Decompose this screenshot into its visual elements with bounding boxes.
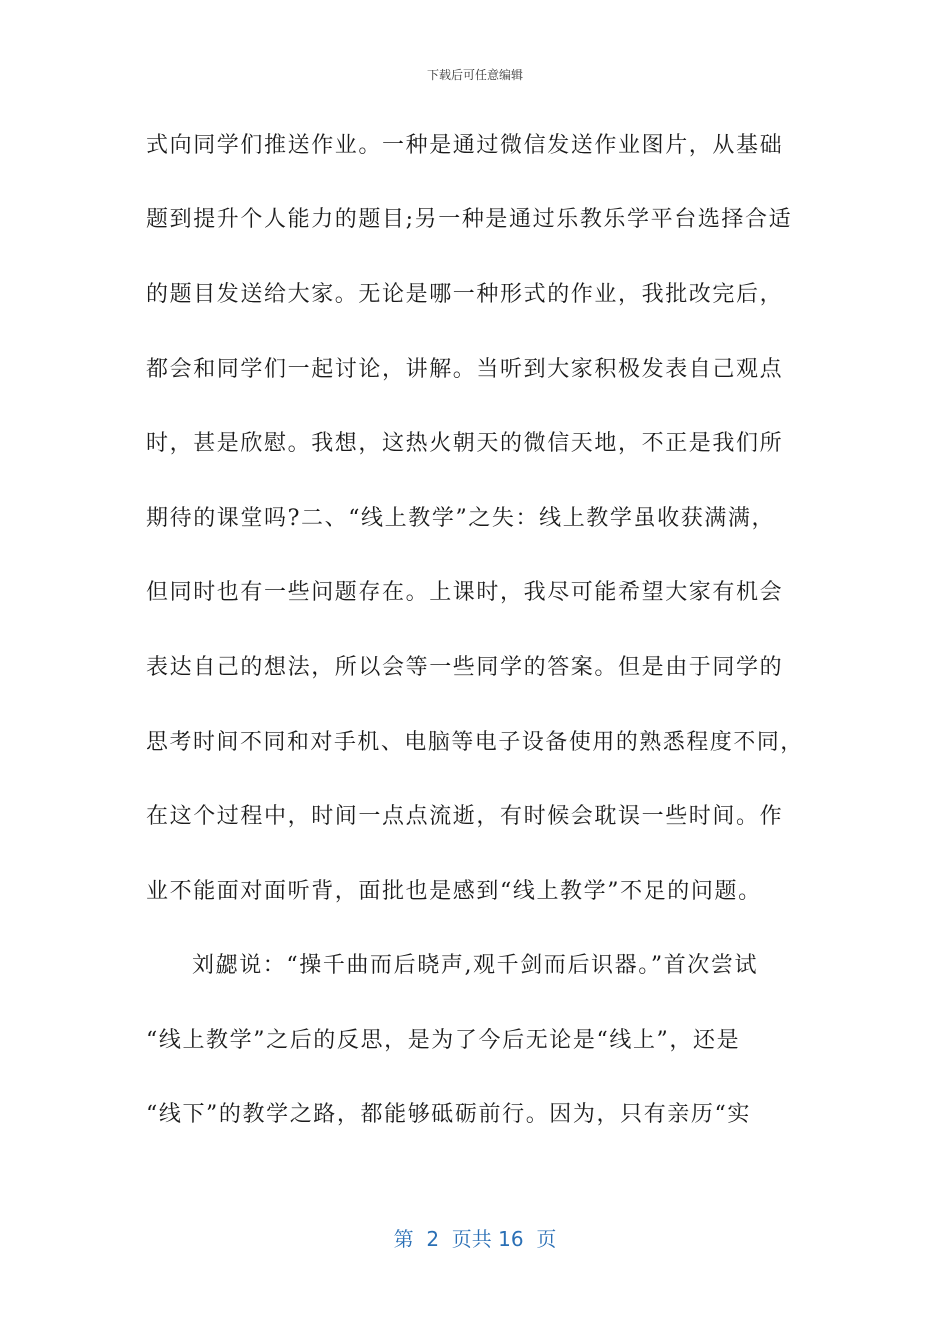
text-line: 但同时也有一些问题存在。上课时，我尽可能希望大家有机会	[146, 580, 784, 605]
text-line: “线上教学”之后的反思，是为了今后无论是“线上”，还是	[146, 1028, 741, 1053]
text-line: 表达自己的想法，所以会等一些同学的答案。但是由于同学的	[146, 655, 784, 680]
text-line: 在这个过程中，时间一点点流逝，有时候会耽误一些时间。作	[146, 804, 784, 829]
text-line: “线下”的教学之路，都能够砥砺前行。因为，只有亲历“实	[146, 1102, 751, 1127]
text-line: 时，甚是欣慰。我想，这热火朝天的微信天地，不正是我们所	[146, 431, 784, 456]
page-number: 第 2 页共 16 页	[393, 1227, 557, 1251]
text-line: 式向同学们推送作业。一种是通过微信发送作业图片，从基础	[146, 133, 784, 158]
text-line: 的题目发送给大家。无论是哪一种形式的作业，我批改完后，	[146, 282, 784, 307]
text-line: 都会和同学们一起讨论，讲解。当听到大家积极发表自己观点	[146, 357, 784, 382]
text-line: 思考时间不同和对手机、电脑等电子设备使用的熟悉程度不同，	[146, 730, 804, 755]
paragraph-first-line: 刘勰说：“操千曲而后晓声,观千剑而后识器。”首次尝试	[192, 953, 759, 978]
text-line: 业不能面对面听背，面批也是感到“线上教学”不足的问题。	[146, 879, 762, 904]
page-header: 下载后可任意编辑	[426, 68, 523, 82]
text-line: 期待的课堂吗?二、“线上教学”之失：线上教学虽收获满满，	[146, 506, 776, 531]
text-line: 题到提升个人能力的题目;另一种是通过乐教乐学平台选择合适	[146, 207, 793, 232]
